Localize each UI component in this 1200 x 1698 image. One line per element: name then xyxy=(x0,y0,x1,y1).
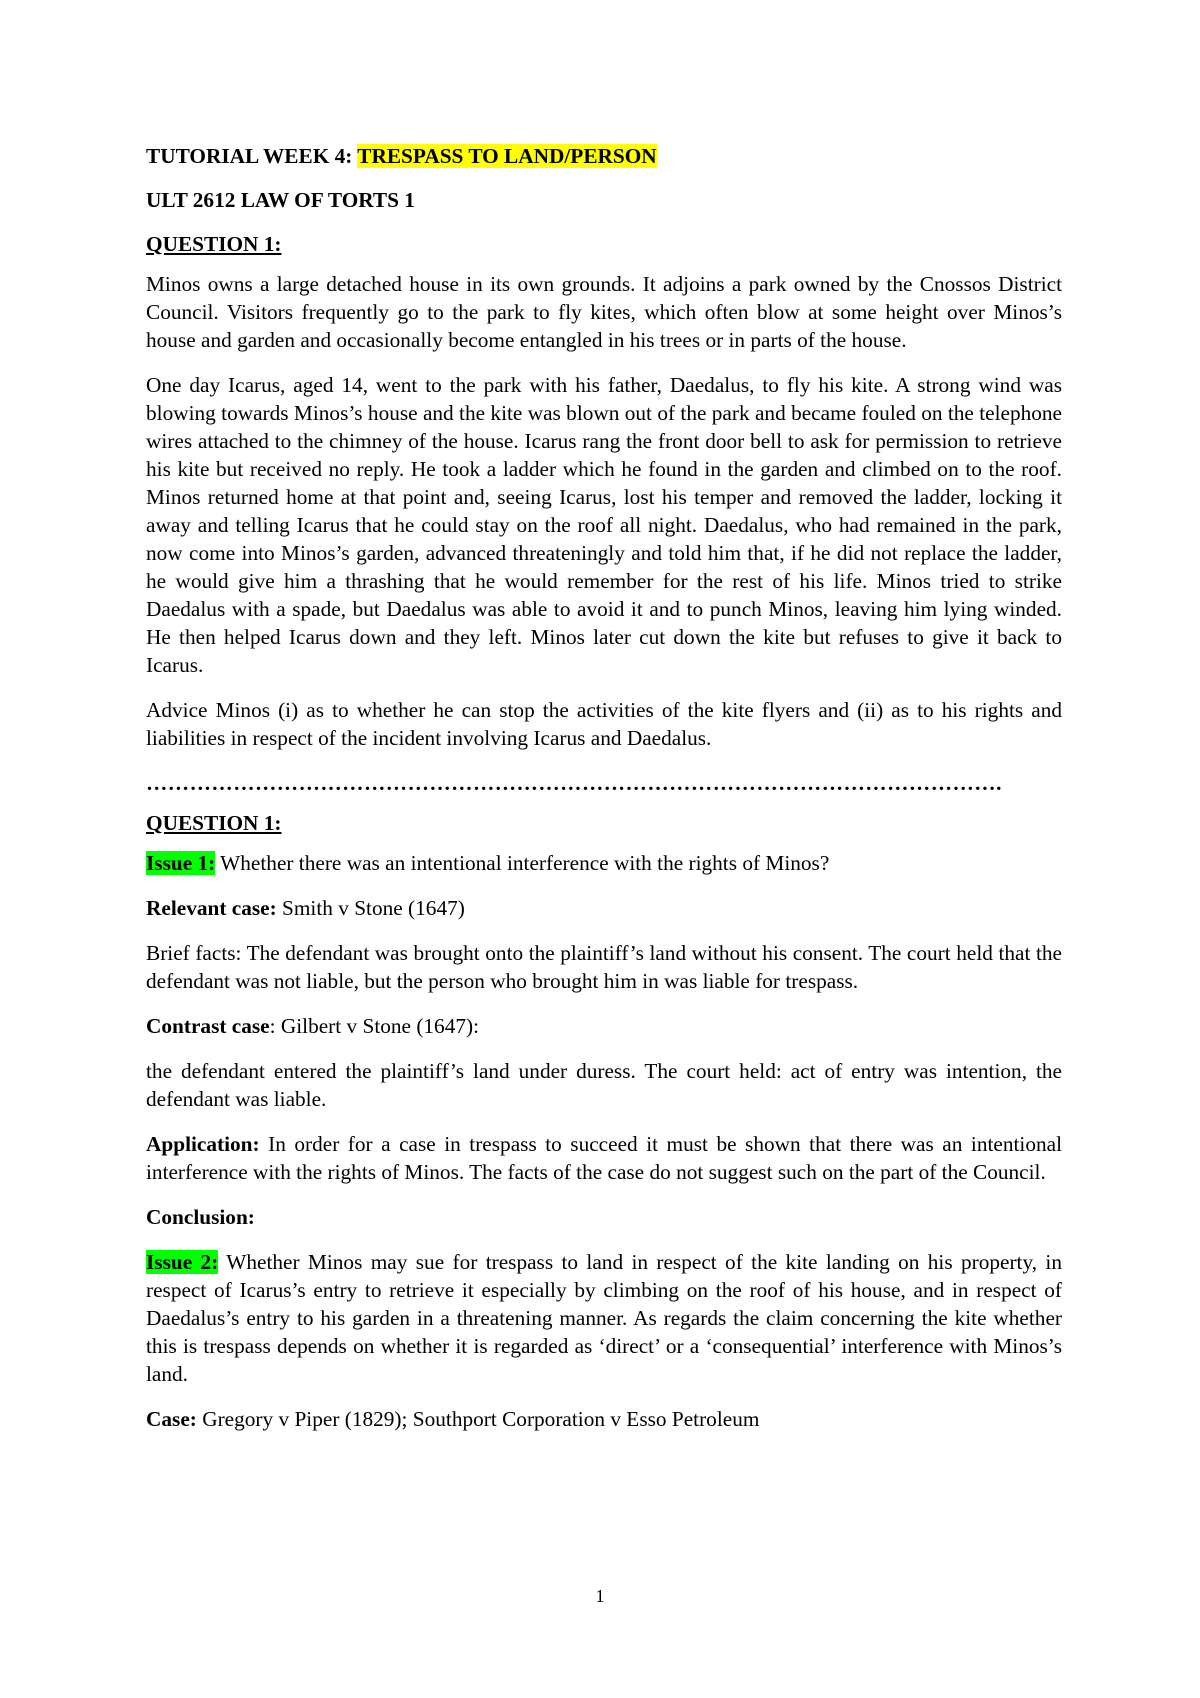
title-prefix: TUTORIAL WEEK 4: xyxy=(146,144,358,168)
document-page xyxy=(146,142,1062,1450)
relevant-case-text: Smith v Stone (1647) xyxy=(276,896,465,920)
question-paragraph-1: Minos owns a large detached house in its own grounds. It adjoins a park owned by the Cnossos District Council. Visitors frequently go to the park to fly kites, which often blow at some height over Minos’s house and garden and occasionally become entangled in his trees or in parts of the house. xyxy=(146,272,1062,352)
application-text: In order for a case in trespass to succeed it must be shown that there was an intentional interference with the rights of Minos. The facts of the case do not suggest such on the part of the Council. xyxy=(146,1132,1062,1184)
issue-2 xyxy=(146,1248,1062,1388)
case-text: Gregory v Piper (1829); Southport Corporation v Esso Petroleum xyxy=(196,1407,760,1431)
application-label: Application: xyxy=(146,1132,260,1156)
case-label: Case: xyxy=(146,1407,197,1431)
title-highlight: TRESPASS TO LAND/PERSON xyxy=(357,144,657,168)
issue-2-text: Whether Minos may sue for trespass to land in respect of the kite landing on his property, in respect of Icarus’s entry to retrieve it especially by climbing on the roof of his house, and in respect of Daedalus’s entry to his garden in a threatening manner. As regards the claim concerning the kite whether this is trespass depends on whether it is regarded as ‘direct’ or a ‘consequential’ interference with Minos’s land. xyxy=(146,1250,1062,1386)
tutorial-title xyxy=(146,142,1062,170)
page-number: 1 xyxy=(595,1586,605,1606)
answer-heading: QUESTION 1: xyxy=(146,811,282,835)
contrast-facts: the defendant entered the plaintiff’s land under duress. The court held: act of entry was intention, the defendant was liable. xyxy=(146,1059,1062,1111)
relevant-case-label: Relevant case: xyxy=(146,896,277,920)
contrast-case-text: : Gilbert v Stone (1647): xyxy=(269,1014,480,1038)
brief-facts: Brief facts: The defendant was brought onto the plaintiff’s land without his consent. The court held that the defendant was not liable, but the person who brought him in was liable for trespass. xyxy=(146,941,1062,993)
question-heading: QUESTION 1: xyxy=(146,232,282,256)
issue-2-label: Issue 2: xyxy=(146,1250,219,1274)
application xyxy=(146,1130,1062,1186)
contrast-case-label: Contrast case xyxy=(146,1014,270,1038)
issue-1-label: Issue 1: xyxy=(146,851,216,875)
relevant-case xyxy=(146,894,1062,922)
issue-1-text: Whether there was an intentional interference with the rights of Minos? xyxy=(215,851,830,875)
separator-dots: ………………………………………………………………………………………………………. xyxy=(146,771,1002,795)
question-paragraph-2: One day Icarus, aged 14, went to the park with his father, Daedalus, to fly his kite. A strong wind was blowing towards Minos’s house and the kite was blown out of the park and became fouled on the telephone wires attached to the chimney of the house. Icarus rang the front door bell to ask for permission to retrieve his kite but received no reply. He took a ladder which he found in the garden and climbed on to the roof. Minos returned home at that point and, seeing Icarus, lost his temper and removed the ladder, locking it away and telling Icarus that he could stay on the roof all night. Daedalus, who had remained in the park, now come into Minos’s garden, advanced threateningly and told him that, if he did not replace the ladder, he would give him a thrashing that he would remember for the rest of his life. Minos tried to strike Daedalus with a spade, but Daedalus was able to avoid it and to punch Minos, leaving him lying winded. He then helped Icarus down and they left. Minos later cut down the kite but refuses to give it back to Icarus. xyxy=(146,373,1062,677)
issue-1 xyxy=(146,849,1062,877)
course-title: ULT 2612 LAW OF TORTS 1 xyxy=(146,188,415,212)
case-line xyxy=(146,1405,1062,1433)
contrast-case xyxy=(146,1012,1062,1040)
conclusion-label: Conclusion: xyxy=(146,1205,255,1229)
question-paragraph-3: Advice Minos (i) as to whether he can stop the activities of the kite flyers and (ii) as to his rights and liabilities in respect of the incident involving Icarus and Daedalus. xyxy=(146,698,1062,750)
